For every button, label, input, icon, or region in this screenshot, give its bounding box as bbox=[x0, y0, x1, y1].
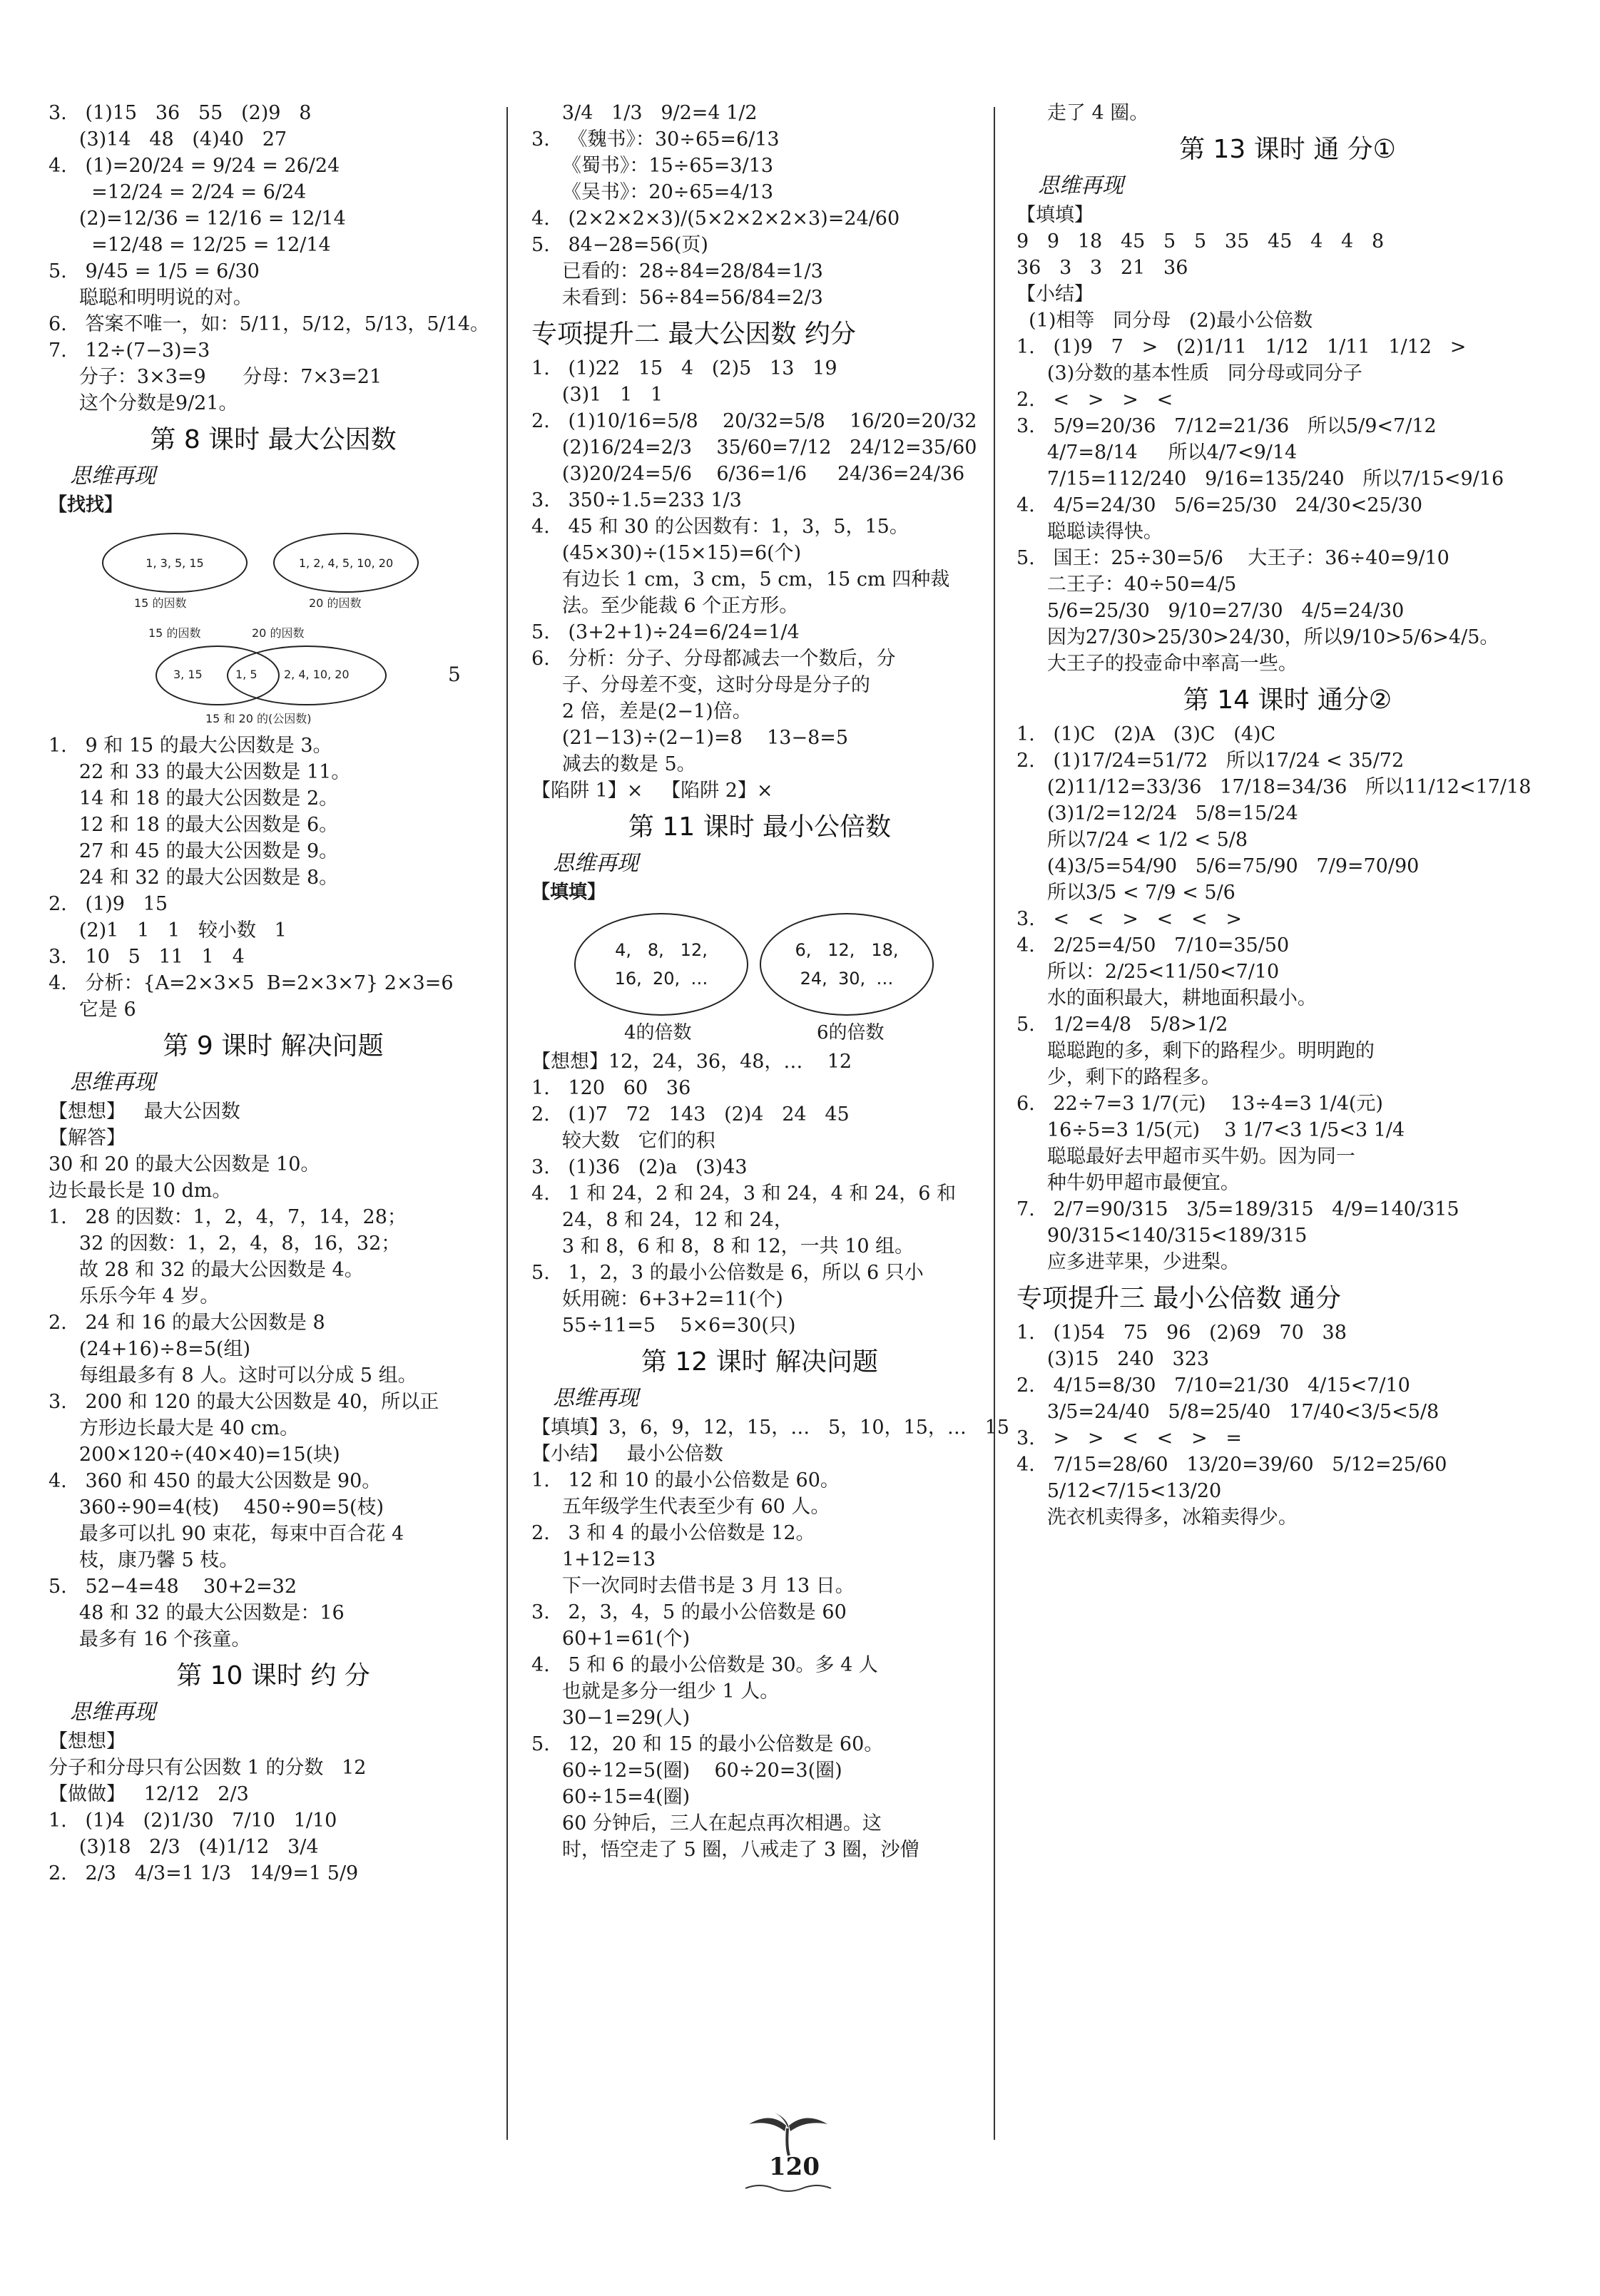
answer-line: 大王子的投壶命中率高一些。 bbox=[1016, 653, 1298, 675]
answer-line: 下一次同时去借书是 3 月 13 日。 bbox=[531, 1575, 855, 1597]
lesson-title: 第 14 课时 通分② bbox=[1183, 685, 1392, 715]
answer-line: 2. 3 和 4 的最小公倍数是 12。 bbox=[531, 1522, 815, 1544]
answer-line: 1. (1)9 7 > (2)1/11 1/12 1/11 1/12 > bbox=[1016, 336, 1467, 358]
answer-line: 5/6=25/30 9/10=27/30 4/5=24/30 bbox=[1016, 600, 1405, 622]
answer-line: 60 分钟后，三人在起点再次相遇。这 bbox=[531, 1812, 882, 1835]
section-title: 专项提升二 最大公因数 约分 bbox=[531, 320, 856, 349]
answer-line: 聪聪和明明说的对。 bbox=[49, 287, 253, 309]
answer-line: 2. 4/15=8/30 7/10=21/30 4/15<7/10 bbox=[1016, 1374, 1410, 1397]
answer-line: 2 倍，差是(2−1)倍。 bbox=[531, 700, 752, 723]
answer-line: 2. 2/3 4/3=1 1/3 14/9=1 5/9 bbox=[49, 1862, 359, 1884]
answer-line: 《吴书》：20÷65=4/13 bbox=[531, 181, 774, 203]
answer-line: 2. (1)10/16=5/8 20/32=5/8 16/20=20/32 bbox=[531, 410, 977, 432]
answer-block bbox=[531, 1048, 988, 1339]
column-divider bbox=[994, 107, 995, 2140]
answer-line: 二王子：40÷50=4/5 bbox=[1016, 573, 1237, 596]
answer-line: 最多有 16 个孩童。 bbox=[49, 1628, 251, 1650]
answer-line: (3)1 1 1 bbox=[531, 384, 663, 406]
lesson-title: 第 12 课时 解决问题 bbox=[641, 1347, 879, 1377]
answer-line: 4. (2×2×2×3)/(5×2×2×2×3)=24/60 bbox=[531, 208, 900, 230]
answer-line: 5. 国王：25÷30=5/6 大王子：36÷40=9/10 bbox=[1016, 547, 1449, 569]
answer-block bbox=[1016, 202, 1559, 677]
answer-line: 分子：3×3=9 分母：7×3=21 bbox=[49, 366, 382, 388]
answer-line: (2)16/24=2/3 35/60=7/12 24/12=35/60 bbox=[531, 437, 977, 459]
answer-line: 【解答】 bbox=[49, 1127, 126, 1149]
answer-block bbox=[531, 100, 988, 311]
answer-line: 5. 1/2=4/8 5/8>1/2 bbox=[1016, 1014, 1228, 1036]
answer-line: 24，8 和 24，12 和 24， bbox=[531, 1209, 793, 1231]
answer-line: 1. (1)22 15 4 (2)5 13 19 bbox=[531, 357, 837, 379]
venn-answer: 5 bbox=[448, 663, 461, 686]
answer-line: =12/48 = 12/25 = 12/14 bbox=[49, 234, 331, 256]
answer-line: 4. 1 和 24，2 和 24，3 和 24，4 和 24，6 和 bbox=[531, 1183, 957, 1205]
answer-line: 1+12=13 bbox=[531, 1548, 656, 1571]
answer-line: 3/5=24/40 5/8=25/40 17/40<3/5<5/8 bbox=[1016, 1401, 1440, 1423]
answer-line: 5. 1，2，3 的最小公倍数是 6，所以 6 只小 bbox=[531, 1262, 924, 1284]
answer-line: 1. 12 和 10 的最小公倍数是 60。 bbox=[531, 1469, 840, 1491]
answer-line: 子、分母差不变，这时分母是分子的 bbox=[531, 674, 870, 696]
answer-line: 5/12<7/15<13/20 bbox=[1016, 1480, 1222, 1502]
answer-line: (3)18 2/3 (4)1/12 3/4 bbox=[49, 1836, 319, 1858]
answer-line: 【小结】 bbox=[1016, 283, 1094, 305]
answer-line: 这个分数是9/21。 bbox=[49, 392, 238, 414]
answer-line: 它是 6 bbox=[49, 999, 136, 1021]
answer-line: 1. (1)54 75 96 (2)69 70 38 bbox=[1016, 1322, 1347, 1344]
answer-line: 30−1=29(人) bbox=[531, 1707, 691, 1729]
answer-line: 5. 12，20 和 15 的最小公倍数是 60。 bbox=[531, 1733, 884, 1755]
answer-line: 1. (1)C (2)A (3)C (4)C bbox=[1016, 723, 1276, 745]
answer-line: (2)11/12=33/36 17/18=34/36 所以11/12<17/18 bbox=[1016, 776, 1532, 798]
answer-line: 3. 10 5 11 1 4 bbox=[49, 946, 245, 968]
answer-block bbox=[531, 1414, 1009, 1863]
lesson-title: 第 8 课时 最大公因数 bbox=[150, 425, 397, 454]
lesson-title: 第 11 课时 最小公倍数 bbox=[628, 812, 892, 842]
answer-line: 32 的因数：1，2，4，8，16，32； bbox=[49, 1233, 401, 1255]
ellipse-label: 6的倍数 bbox=[817, 1022, 885, 1044]
answer-column-2 bbox=[531, 100, 1009, 1863]
answer-line: 少，剩下的路程多。 bbox=[1016, 1066, 1221, 1088]
answer-line: 1. 120 60 36 bbox=[531, 1077, 691, 1099]
answer-line: 3. 2，3，4，5 的最小公倍数是 60 bbox=[531, 1601, 847, 1623]
answer-line: 5. (3+2+1)÷24=6/24=1/4 bbox=[531, 621, 800, 643]
answer-line: 22 和 33 的最大公因数是 11。 bbox=[49, 761, 351, 783]
answer-line: 《蜀书》：15÷65=3/13 bbox=[531, 155, 774, 177]
answer-line: 9 9 18 45 5 5 35 45 4 4 8 bbox=[1016, 230, 1385, 252]
answer-line: 【做做】 12/12 2/3 bbox=[49, 1783, 249, 1805]
section-subtitle: 思维再现 bbox=[70, 1070, 156, 1095]
venn-right-label: 20 的因数 bbox=[252, 626, 305, 640]
answer-line: 【填填】3，6，9，12，15，… 5，10，15，… 15 bbox=[531, 1417, 1009, 1439]
factors-ellipse-20: 1, 2, 4, 5, 10, 20 bbox=[273, 533, 419, 593]
answer-line: 减去的数是 5。 bbox=[531, 753, 696, 775]
answer-line: 所以3/5 < 7/9 < 5/6 bbox=[1016, 882, 1235, 904]
answer-line: 应多进苹果，少进梨。 bbox=[1016, 1251, 1240, 1273]
answer-line: 所以7/24 < 1/2 < 5/8 bbox=[1016, 829, 1248, 851]
answer-line: 方形边长最大是 40 cm。 bbox=[49, 1417, 300, 1439]
multiples-of-6-ellipse: 6, 12, 18, 24, 30, … bbox=[760, 913, 934, 1016]
answer-line: 5. 84−28=56(页) bbox=[531, 234, 708, 256]
answer-block bbox=[531, 355, 988, 804]
answer-line: 5. 52−4=48 30+2=32 bbox=[49, 1576, 297, 1598]
answer-line: 3. > > < < > = bbox=[1016, 1427, 1242, 1449]
answer-line: 洗衣机卖得多，冰箱卖得少。 bbox=[1016, 1506, 1298, 1529]
venn-caption: 15 和 20 的(公因数) bbox=[205, 712, 312, 725]
answer-line: 6. 分析：分子、分母都减去一个数后，分 bbox=[531, 648, 896, 670]
answer-line: 【陷阱 1】× 【陷阱 2】× bbox=[531, 780, 773, 802]
answer-line: 6. 答案不唯一，如：5/11，5/12，5/13，5/14。 bbox=[49, 313, 490, 335]
answer-line: (24+16)÷8=5(组) bbox=[49, 1338, 250, 1360]
answer-line: (4)3/5=54/90 5/6=75/90 7/9=70/90 bbox=[1016, 855, 1420, 877]
section-subtitle: 思维再现 bbox=[553, 851, 638, 876]
ellipse-label: 20 的因数 bbox=[309, 596, 362, 610]
answer-line: (3)1/2=12/24 5/8=15/24 bbox=[1016, 802, 1298, 825]
answer-line: 4. 分析：{A=2×3×5 B=2×3×7} 2×3=6 bbox=[49, 972, 454, 994]
venn-middle-values: 1, 5 bbox=[235, 668, 258, 681]
answer-line: 因为27/30>25/30>24/30，所以9/10>5/6>4/5。 bbox=[1016, 626, 1499, 648]
answer-block bbox=[1016, 721, 1559, 1275]
ellipse-label: 15 的因数 bbox=[134, 596, 187, 610]
answer-line: 48 和 32 的最大公因数是：16 bbox=[49, 1602, 345, 1624]
answer-line: 5. 9/45 = 1/5 = 6/30 bbox=[49, 260, 260, 282]
answer-line: 3. 《魏书》：30÷65=6/13 bbox=[531, 128, 780, 150]
answer-line: 7. 2/7=90/315 3/5=189/315 4/9=140/315 bbox=[1016, 1198, 1459, 1220]
factor-diagram bbox=[49, 519, 498, 733]
answer-column-3 bbox=[1016, 100, 1559, 1531]
ellipse-label: 4的倍数 bbox=[624, 1022, 692, 1044]
answer-line: 枝，康乃馨 5 枝。 bbox=[49, 1549, 239, 1571]
answer-line: 90/315<140/315<189/315 bbox=[1016, 1225, 1308, 1247]
answer-line: 4. 2/25=4/50 7/10=35/50 bbox=[1016, 934, 1290, 956]
answer-line: 60+1=61(个) bbox=[531, 1628, 691, 1650]
answer-line: 2. (1)9 15 bbox=[49, 893, 168, 915]
section-subtitle: 思维再现 bbox=[70, 1700, 156, 1725]
answer-line: 每组最多有 8 人。这时可以分成 5 组。 bbox=[49, 1364, 417, 1387]
answer-line: =12/24 = 2/24 = 6/24 bbox=[49, 181, 307, 203]
answer-line: 种牛奶甲超市最便宜。 bbox=[1016, 1172, 1240, 1194]
answer-line: 故 28 和 32 的最大公因数是 4。 bbox=[49, 1259, 364, 1281]
answer-line: 【想想】 最大公因数 bbox=[49, 1101, 240, 1123]
answer-line: 聪聪最好去甲超市买牛奶。因为同一 bbox=[1016, 1146, 1355, 1168]
answer-line: 3/4 1/3 9/2=4 1/2 bbox=[531, 102, 758, 124]
answer-line: 60÷12=5(圈) 60÷20=3(圈) bbox=[531, 1760, 842, 1782]
answer-line: 4. 4/5=24/30 5/6=25/30 24/30<25/30 bbox=[1016, 494, 1423, 516]
answer-line: 7/15=112/240 9/16=135/240 所以7/15<9/16 bbox=[1016, 468, 1504, 490]
answer-line: 4. 45 和 30 的公因数有：1，3，5，15。 bbox=[531, 516, 909, 538]
venn-left-values: 3, 15 bbox=[173, 668, 203, 681]
answer-line: (3)14 48 (4)40 27 bbox=[49, 128, 287, 150]
answer-line: 也就是多分一组少 1 人。 bbox=[531, 1680, 780, 1703]
answer-line: 未看到：56÷84=56/84=2/3 bbox=[531, 287, 823, 309]
answer-line: 4. 360 和 450 的最大公因数是 90。 bbox=[49, 1470, 382, 1492]
answer-line: 14 和 18 的最大公因数是 2。 bbox=[49, 787, 339, 810]
answer-line: 【想想】 bbox=[49, 1730, 126, 1752]
answer-line: 4/7=8/14 所以4/7<9/14 bbox=[1016, 442, 1298, 464]
answer-line: 【小结】 最小公倍数 bbox=[531, 1443, 723, 1465]
multiples-diagram bbox=[531, 906, 988, 1048]
venn-right-values: 2, 4, 10, 20 bbox=[284, 668, 350, 681]
answer-line: 55÷11=5 5×6=30(只) bbox=[531, 1315, 796, 1337]
answer-line: 所以：2/25<11/50<7/10 bbox=[1016, 961, 1280, 983]
answer-line: 妖用碗：6+3+2=11(个) bbox=[531, 1288, 783, 1310]
answer-line: 时，悟空走了 5 圈，八戒走了 3 圈，沙僧 bbox=[531, 1839, 919, 1861]
lesson-title: 第 13 课时 通 分① bbox=[1179, 135, 1396, 164]
answer-line: 【想想】12，24，36，48，… 12 bbox=[531, 1051, 852, 1073]
answer-block bbox=[1016, 100, 1559, 126]
answer-line: 27 和 45 的最大公因数是 9。 bbox=[49, 840, 339, 862]
multiples-of-4-ellipse: 4, 8, 12, 16, 20, … bbox=[574, 913, 748, 1016]
answer-line: 乐乐今年 4 岁。 bbox=[49, 1285, 220, 1307]
answer-line: (1)相等 同分母 (2)最小公倍数 bbox=[1016, 310, 1313, 332]
answer-line: 法。至少能裁 6 个正方形。 bbox=[531, 595, 799, 617]
answer-line: 60÷15=4(圈) bbox=[531, 1786, 691, 1808]
answer-line: (45×30)÷(15×15)=6(个) bbox=[531, 542, 802, 564]
answer-line: 12 和 18 的最大公因数是 6。 bbox=[49, 814, 339, 836]
answer-line: 4. 5 和 6 的最小公倍数是 30。多 4 人 bbox=[531, 1654, 878, 1676]
answer-line: 200×120÷(40×40)=15(块) bbox=[49, 1444, 340, 1466]
answer-line: 3. 5/9=20/36 7/12=21/36 所以5/9<7/12 bbox=[1016, 415, 1437, 437]
section-subtitle: 思维再现 bbox=[1038, 173, 1123, 198]
answer-line: 3. (1)36 (2)a (3)43 bbox=[531, 1156, 748, 1178]
factors-ellipse-15: 1, 3, 5, 15 bbox=[102, 533, 248, 593]
column-divider bbox=[506, 107, 508, 2140]
answer-line: 已看的：28÷84=28/84=1/3 bbox=[531, 260, 823, 282]
answer-line: 分子和分母只有公因数 1 的分数 12 bbox=[49, 1757, 367, 1779]
answer-line: 较大数 它们的积 bbox=[531, 1130, 715, 1152]
answer-line: 1. 28 的因数：1，2，4，7，14，28； bbox=[49, 1206, 407, 1228]
answer-block bbox=[49, 1098, 498, 1653]
answer-line: 30 和 20 的最大公因数是 10。 bbox=[49, 1153, 320, 1175]
answer-line: (3)分数的基本性质 同分母或同分子 bbox=[1016, 362, 1362, 384]
answer-line: 【填填】 bbox=[1016, 204, 1094, 226]
answer-line: 2. (1)17/24=51/72 所以17/24 < 35/72 bbox=[1016, 750, 1405, 772]
answer-line: 边长最长是 10 dm。 bbox=[49, 1180, 232, 1202]
answer-line: (21−13)÷(2−1)=8 13−8=5 bbox=[531, 727, 849, 749]
answer-line: 16÷5=3 1/5(元) 3 1/7<3 1/5<3 1/4 bbox=[1016, 1119, 1405, 1141]
answer-line: (3)20/24=5/6 6/36=1/6 24/36=24/36 bbox=[531, 463, 965, 485]
answer-line: 6. 22÷7=3 1/7(元) 13÷4=3 1/4(元) bbox=[1016, 1093, 1383, 1115]
lesson-title: 第 9 课时 解决问题 bbox=[163, 1031, 384, 1061]
answer-block bbox=[49, 733, 498, 1023]
lesson-title: 第 10 课时 约 分 bbox=[176, 1661, 370, 1690]
answer-line: 3. < < > < < > bbox=[1016, 908, 1242, 930]
answer-line: 24 和 32 的最大公因数是 8。 bbox=[49, 867, 339, 889]
answer-line: 3. 350÷1.5=233 1/3 bbox=[531, 489, 742, 511]
answer-line: 1. (1)4 (2)1/30 7/10 1/10 bbox=[49, 1810, 337, 1832]
answer-line: 五年级学生代表至少有 60 人。 bbox=[531, 1496, 830, 1518]
section-title: 专项提升三 最小公倍数 通分 bbox=[1016, 1284, 1341, 1313]
section-subtitle: 思维再现 bbox=[70, 464, 156, 489]
answer-line: 36 3 3 21 36 bbox=[1016, 257, 1188, 279]
answer-line: 水的面积最大，耕地面积最小。 bbox=[1016, 987, 1317, 1009]
answer-line: 4. (1)=20/24 = 9/24 = 26/24 bbox=[49, 155, 340, 177]
page-number: 120 bbox=[769, 2153, 820, 2181]
section-tag: 【填填】 bbox=[531, 882, 606, 903]
answer-line: 2. < > > < bbox=[1016, 389, 1173, 411]
answer-line: 聪聪读得快。 bbox=[1016, 521, 1163, 543]
page-number-badge bbox=[742, 2111, 835, 2197]
answer-line: 3. 200 和 120 的最大公因数是 40，所以正 bbox=[49, 1391, 439, 1413]
answer-line: 4. 7/15=28/60 13/20=39/60 5/12=25/60 bbox=[1016, 1454, 1447, 1476]
answer-line: 3 和 8，6 和 8，8 和 12，一共 10 组。 bbox=[531, 1235, 914, 1257]
answer-line: 走了 4 圈。 bbox=[1016, 102, 1149, 124]
venn-left-label: 15 的因数 bbox=[148, 626, 201, 640]
answer-line: (3)15 240 323 bbox=[1016, 1348, 1210, 1370]
answer-block bbox=[49, 1728, 498, 1887]
answer-line: 3. (1)15 36 55 (2)9 8 bbox=[49, 102, 312, 124]
answer-line: 最多可以扎 90 束花，每束中百合花 4 bbox=[49, 1523, 404, 1545]
answer-line: 1. 9 和 15 的最大公因数是 3。 bbox=[49, 735, 332, 757]
answer-line: 有边长 1 cm，3 cm，5 cm，15 cm 四种裁 bbox=[531, 568, 950, 591]
answer-block bbox=[1016, 1320, 1559, 1531]
answer-line: 2. (1)7 72 143 (2)4 24 45 bbox=[531, 1103, 850, 1126]
answer-column-1 bbox=[49, 100, 498, 1887]
section-tag: 【找找】 bbox=[49, 494, 123, 516]
answer-line: 7. 12÷(7−3)=3 bbox=[49, 340, 210, 362]
answer-line: (2)=12/36 = 12/16 = 12/14 bbox=[49, 208, 346, 230]
answer-line: 2. 24 和 16 的最大公因数是 8 bbox=[49, 1312, 325, 1334]
answer-block bbox=[49, 100, 498, 417]
answer-line: 聪聪跑的多，剩下的路程少。明明跑的 bbox=[1016, 1040, 1375, 1062]
section-subtitle: 思维再现 bbox=[553, 1386, 638, 1411]
answer-line: 360÷90=4(枝) 450÷90=5(枝) bbox=[49, 1496, 384, 1519]
answer-line: (2)1 1 1 较小数 1 bbox=[49, 919, 287, 942]
